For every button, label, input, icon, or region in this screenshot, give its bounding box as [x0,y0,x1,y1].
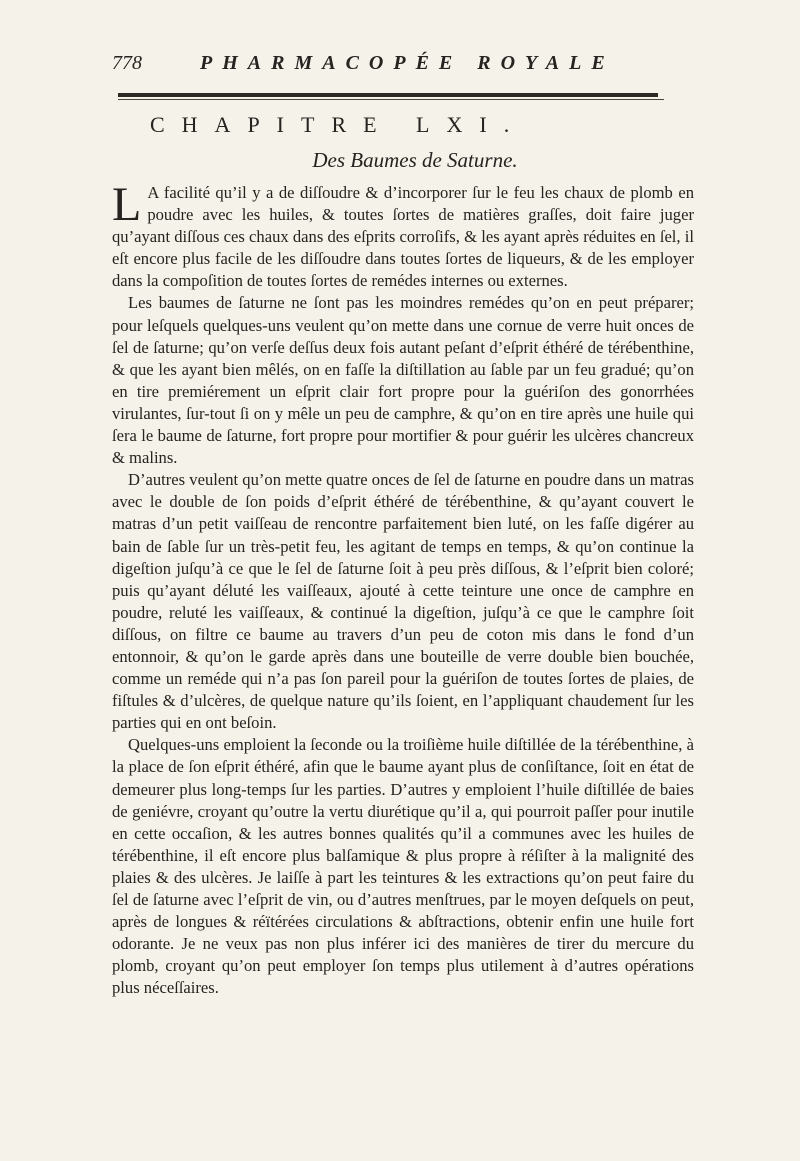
header-rule-thick [118,93,658,97]
chapter-title: CHAPITRE LXI. [150,112,527,137]
paragraph-3: D’autres veulent qu’on mette quatre onces de ſel de ſaturne en poudre dans un matras avec le double de ſon poids d’eſprit éthéré de térébenthine, & qu’ayant couvert le matras d’un petit vaiſſeau de rencontre parfaitement bien luté, on les faſſe digérer au bain de ſable ſur un très-petit feu, les agitant de temps en temps, & qu’on continue la digeſtion juſqu’à ce que le ſel de ſaturne ſoit à peu près diſſous, & l’eſprit bien coloré; puis qu’ayant déluté les vaiſſeaux, ajouté à cette teinture une once de camphre en poudre, reluté les vaiſſeaux, & continué la digeſtion, juſqu’à ce que le camphre ſoit diſſous, on filtre ce baume au travers d’un peu de coton mis dans le fond d’un entonnoir, & qu’on le garde après dans une bouteille de verre double bien bouchée, comme un reméde qui n’a pas ſon pareil pour la guériſon de toutes ſortes de plaies, de fiſtules & d’ulcères, de quelque nature qu’ils ſoient, en l’appliquant chaudement ſur les parties qui en ont beſoin. [112,470,694,733]
page-number: 778 [112,52,142,74]
paragraph-2: Les baumes de ſaturne ne ſont pas les moindres remédes qu’on en peut préparer; pour leſquels quelques-uns veulent qu’on mette dans une cornue de verre huit onces de ſel de ſaturne; qu’on verſe deſſus deux fois autant peſant d’eſprit éthéré de térébenthine, & que les ayant bien mêlés, on en faſſe la diſtillation au ſable par un feu gradué; qu’on en tire premiérement un eſprit clair fort propre pour la guériſon des gonorrhées virulantes, ſur-tout ſi on y mêle un peu de camphre, & qu’on en tire après une huile qui ſera le baume de ſaturne, fort propre pour mortifier & pour guérir les ulcères chancreux & malins. [112,293,694,468]
running-title: PHARMACOPÉE ROYALE [200,52,615,74]
header-rule [118,93,664,101]
paragraph-4: Quelques-uns emploient la ſeconde ou la troiſième huile diſtillée de la térébenthine, à la place de ſon eſprit éthéré, afin que le baume ayant plus de conſiſtance, ſoit en état de demeurer plus long-temps ſur les parties. D’autres y emploient l’huile diſtillée de baies de geniévre, croyant qu’outre la vertu diurétique qu’il a, qui pourroit paſſer pour inutile en cette occaſion, & les autres bonnes qualités qu’il a communes avec les huiles de térébenthine, il eſt encore plus balſamique & plus propre à réſiſter à la malignité des plaies & des ulcères. Je laiſſe à part les teintures & les extractions qu’on peut faire du ſel de ſaturne avec l’eſprit de vin, ou d’autres menſtrues, par le moyen deſquels on peut, après de longues & réïtérées circulations & abſtractions, obtenir enfin une huile fort odorante. Je ne veux pas non plus inférer ici des manières de tirer du mercure du plomb, croyant qu’on peut employer ſon temps plus utilement à d’autres opérations plus néceſſaires. [112,735,694,998]
paragraph-1 [112,178,694,292]
section-title: Des Baumes de Saturne. [312,148,518,172]
body-text [112,178,694,999]
paragraph-1-text: A facilité qu’il y a de diſſoudre & d’incorporer ſur le feu les chaux de plomb en poudre avec les huiles, & toutes ſortes de matières graſſes, doit faire juger qu’ayant diſſous ces chaux dans des eſprits corroſifs, & les ayant après réduites en ſel, il eſt encore plus facile de les diſſoudre dans toutes ſortes de liqueurs, & de les employer dans la compoſition de toutes ſortes de remédes internes ou externes. [112,183,694,291]
running-head [112,52,632,82]
header-rule-thin [118,99,664,100]
drop-cap: L [112,178,142,231]
